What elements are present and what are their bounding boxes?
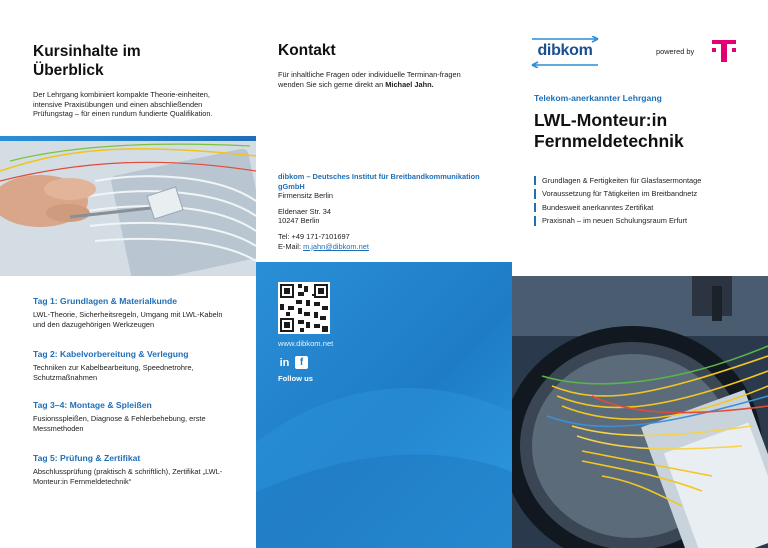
- company-seat: Firmensitz Berlin: [278, 191, 334, 201]
- cover-subtitle: Telekom-anerkannter Lehrgang: [534, 93, 662, 103]
- list-item: Grundlagen & Fertigkeiten für Glasfasermontage: [534, 176, 754, 185]
- panel-course-contents: [0, 0, 256, 548]
- contact-intro: Für inhaltliche Fragen oder individuelle Terminan-fragen wenden Sie sich gerne direkt an: [278, 70, 461, 89]
- list-item: Praxisnah – im neuen Schulungsraum Erfurt: [534, 216, 754, 225]
- contact-intro-text: [278, 70, 488, 89]
- list-item: Voraussetzung für Tätigkeiten im Breitbandnetz: [534, 189, 754, 198]
- day-item: [33, 349, 233, 383]
- fiber-closure-photo: [512, 276, 768, 548]
- day-item: [33, 296, 233, 330]
- course-contents-title: Kursinhalte im Überblick: [33, 43, 141, 79]
- email-link[interactable]: m.jahn@dibkom.net: [303, 241, 369, 251]
- street: Eldenaer Str. 34: [278, 206, 332, 216]
- day-heading: Tag 1: Grundlagen & Materialkunde: [33, 296, 178, 306]
- email-line: [278, 242, 498, 252]
- contact-title: Kontakt: [278, 42, 336, 59]
- facebook-icon[interactable]: f: [295, 356, 308, 369]
- phone: Tel: +49 171-7101697: [278, 231, 350, 241]
- qr-code[interactable]: [278, 282, 330, 334]
- organization-name: dibkom – Deutsches Institut für Breitbandkommunikation gGmbH: [278, 172, 480, 191]
- email-label: E-Mail:: [278, 241, 304, 251]
- telekom-t-icon: [712, 38, 736, 64]
- follow-us-label: Follow us: [278, 374, 314, 383]
- day-item: [33, 453, 233, 487]
- social-links: [278, 356, 308, 369]
- benefits-list: [534, 176, 754, 230]
- contact-address: [278, 172, 498, 251]
- contact-person: Michael Jahn.: [385, 79, 434, 89]
- list-item: Bundesweit anerkanntes Zertifikat: [534, 203, 754, 212]
- website[interactable]: www.dibkom.net: [278, 339, 334, 348]
- logo-wordmark: dibkom: [537, 42, 593, 59]
- linkedin-icon[interactable]: in: [279, 356, 290, 369]
- day-description: LWL-Theorie, Sicherheitsregeln, Umgang mit LWL-Kabeln und den dazugehörigen Werkzeugen: [33, 310, 223, 329]
- day-heading: Tag 5: Prüfung & Zertifikat: [33, 453, 141, 463]
- course-title: LWL-Monteur:in Fernmeldetechnik: [534, 110, 684, 151]
- dibkom-logo: [530, 36, 600, 68]
- day-heading: Tag 3–4: Montage & Spleißen: [33, 400, 152, 410]
- splice-tray-photo: [0, 141, 256, 276]
- day-description: Fusionsspleißen, Diagnose & Fehlerbehebung, erste Messmethoden: [33, 414, 206, 433]
- powered-by-label: powered by: [656, 47, 695, 56]
- day-heading: Tag 2: Kabelvorbereitung & Verlegung: [33, 349, 189, 359]
- city: 10247 Berlin: [278, 216, 320, 226]
- day-description: Abschlussprüfung (praktisch & schriftlich), Zertifikat „LWL-Monteur:in Fernmeldetechnik“: [33, 467, 223, 486]
- course-intro-text: Der Lehrgang kombiniert kompakte Theorie-einheiten, intensive Praxisübungen und einen abschließenden Prüfungstag – für einen rundum fundierte Qualifikation.: [33, 90, 213, 119]
- day-description: Techniken zur Kabelbearbeitung, Speednetrohre, Schutzmaßnahmen: [33, 363, 194, 382]
- day-item: [33, 400, 233, 434]
